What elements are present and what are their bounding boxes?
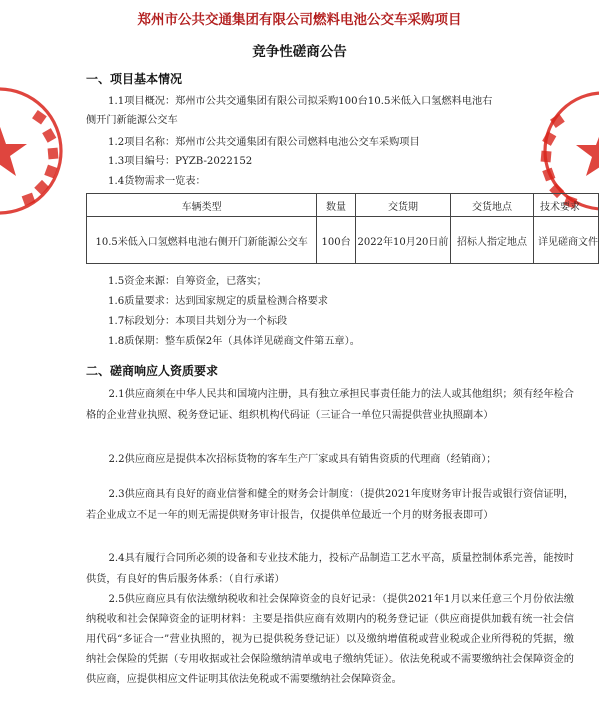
item-1-2: 1.2项目名称：郑州市公共交通集团有限公司燃料电池公交车采购项目 <box>108 137 420 148</box>
table-cell: 2022年10月20日前 <box>355 217 450 264</box>
table-cell: 10.5米低入口氢燃料电池右侧开门新能源公交车 <box>87 217 317 264</box>
item-2-5: 2.5供应商应具有依法缴纳税收和社会保障资金的良好记录：（提供2021年1月以来任意三个月份依法缴纳税收和社会保障资金的证明材料：主要是指供应商有效期内的税务登记证（供应商提供加载有统一社会信用代码“多证合一”营业执照的，视为已提供税务登记证）以及缴纳增值税或营业税或企业所得税的凭据，缴纳社会保险的凭据（专用收据或社会保险缴纳清单或电子缴纳凭证）。依法免税或不需要缴纳社会保障资金的供应商，应提供相应文件证明其依法免税或不需要缴纳社会保障资金。 <box>86 594 574 685</box>
item-2-1: 2.1供应商须在中华人民共和国境内注册，具有独立承担民事责任能力的法人或其他组织；须有经年检合格的企业营业执照、税务登记证、组织机构代码证（三证合一单位只需提供营业执照副本） <box>86 389 574 421</box>
item-2-3: 2.3供应商具有良好的商业信誉和健全的财务会计制度：（提供2021年度财务审计报告或银行资信证明，若企业成立不足一年的则无需提供财务审计报告，仅提供单位最近一个月的财务报表即可） <box>86 489 574 521</box>
document-subtitle: 竞争性磋商公告 <box>252 44 347 60</box>
item-1-5: 1.5资金来源：自筹资金，已落实； <box>108 276 267 287</box>
table-header-cell: 数量 <box>317 194 356 217</box>
table-header-row <box>87 194 599 217</box>
table-row <box>87 217 599 264</box>
item-2-4: 2.4具有履行合同所必须的设备和专业技术能力，投标产品制造工艺水平高，质量控制体系完善，能按时供货，有良好的售后服务体系：（自行承诺） <box>86 553 574 585</box>
item-1-1-line2: 侧开门新能源公交车 <box>86 115 178 126</box>
table-header-cell: 车辆类型 <box>87 194 317 217</box>
section-1-heading: 一、项目基本情况 <box>86 72 183 86</box>
document-title: 郑州市公共交通集团有限公司燃料电池公交车采购项目 <box>137 12 462 28</box>
item-1-8: 1.8质保期：整车质保2年（具体详见磋商文件第五章）。 <box>108 336 360 347</box>
table-header-cell: 技术要求 <box>533 194 598 217</box>
item-1-4: 1.4货物需求一览表： <box>108 176 206 187</box>
left-official-seal <box>0 82 68 220</box>
item-2-2: 2.2供应商应是提供本次招标货物的客车生产厂家或具有销售资质的代理商（经销商）； <box>108 454 497 465</box>
table-cell: 100台 <box>317 217 356 264</box>
table-header-cell: 交货期 <box>355 194 450 217</box>
table-cell: 招标人指定地点 <box>451 217 534 264</box>
item-1-7: 1.7标段划分：本项目共划分为一个标段 <box>108 316 288 327</box>
table-header-cell: 交货地点 <box>451 194 534 217</box>
item-1-3: 1.3项目编号：PYZB-2022152 <box>108 156 253 167</box>
item-1-1-line1: 1.1项目概况：郑州市公共交通集团有限公司拟采购100台10.5米低入口氢燃料电池右 <box>108 96 493 107</box>
goods-requirement-table <box>86 193 599 264</box>
table-cell: 详见磋商文件 <box>533 217 598 264</box>
item-1-6: 1.6质量要求：达到国家规定的质量检测合格要求 <box>108 296 328 307</box>
section-2-heading: 二、磋商响应人资质要求 <box>86 364 219 378</box>
